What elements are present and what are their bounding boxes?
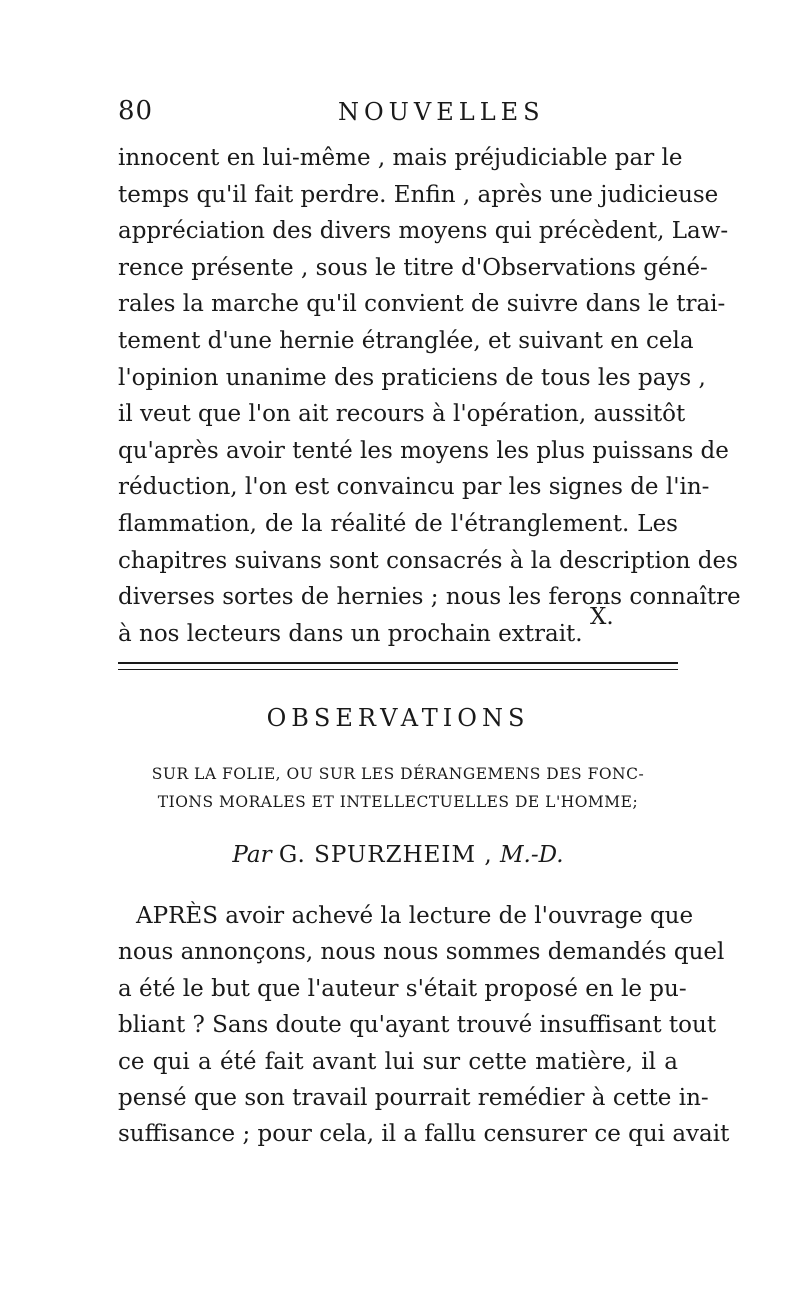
text-line bbox=[118, 898, 694, 934]
text-line: tement d'une hernie étranglée, et suivant en cela bbox=[118, 327, 694, 354]
text-line: l'opinion unanime des praticiens de tous les pays , bbox=[118, 364, 706, 391]
author-signature: X. bbox=[590, 604, 614, 630]
text-line: suffisance ; pour cela, il a fallu censurer ce qui avait bbox=[118, 1121, 730, 1148]
article-body bbox=[118, 898, 730, 1153]
opening-word: APRÈS bbox=[136, 903, 218, 929]
text-line: chapitres suivans sont consacrés à la description des bbox=[118, 547, 738, 574]
text-line: diverses sortes de hernies ; nous les ferons connaître bbox=[118, 584, 741, 611]
previous-article-text bbox=[118, 140, 741, 652]
text-line: rales la marche qu'il convient de suivre dans le trai- bbox=[118, 291, 726, 318]
author-name: G. SPURZHEIM , bbox=[278, 842, 493, 868]
running-head bbox=[118, 96, 678, 132]
text-line: rence présente , sous le titre d'Observations géné- bbox=[118, 254, 708, 281]
section-divider bbox=[118, 662, 678, 664]
running-title: NOUVELLES bbox=[338, 98, 545, 126]
text-line: a été le but que l'auteur s'était proposé en le pu- bbox=[118, 975, 687, 1002]
subtitle-line: TIONS MORALES ET INTELLECTUELLES DE L'HOMME; bbox=[157, 793, 639, 811]
text-line: bliant ? Sans doute qu'ayant trouvé insuffisant tout bbox=[118, 1012, 717, 1039]
article-subtitle bbox=[118, 760, 678, 816]
text-line: à nos lecteurs dans un prochain extrait. bbox=[118, 620, 583, 647]
text-line: pensé que son travail pourrait remédier à cette in- bbox=[118, 1084, 709, 1111]
article-title: OBSERVATIONS bbox=[266, 704, 530, 732]
first-line-text: avoir achevé la lecture de l'ouvrage que bbox=[225, 903, 694, 929]
page-number: 80 bbox=[118, 96, 154, 126]
text-line: qu'après avoir tenté les moyens les plus puissans de bbox=[118, 437, 729, 464]
text-line: ce qui a été fait avant lui sur cette matière, il a bbox=[118, 1048, 678, 1075]
text-line: appréciation des divers moyens qui précèdent, Law- bbox=[118, 218, 729, 245]
text-line: innocent en lui-même , mais préjudiciable par le bbox=[118, 145, 683, 171]
byline bbox=[118, 842, 678, 868]
text-line: réduction, l'on est convaincu par les signes de l'in- bbox=[118, 474, 710, 501]
section-divider-thin bbox=[118, 669, 678, 670]
text-line: il veut que l'on ait recours à l'opération, aussitôt bbox=[118, 401, 686, 428]
text-line: temps qu'il fait perdre. Enfin , après une judicieuse bbox=[118, 181, 719, 208]
text-line: flammation, de la réalité de l'étranglement. Les bbox=[118, 510, 678, 537]
byline-par: Par bbox=[232, 842, 272, 868]
text-line: nous annonçons, nous nous sommes demandés quel bbox=[118, 939, 725, 966]
author-degree: M.-D. bbox=[500, 842, 564, 868]
subtitle-line: SUR LA FOLIE, OU SUR LES DÉRANGEMENS DES FONC- bbox=[151, 765, 645, 783]
